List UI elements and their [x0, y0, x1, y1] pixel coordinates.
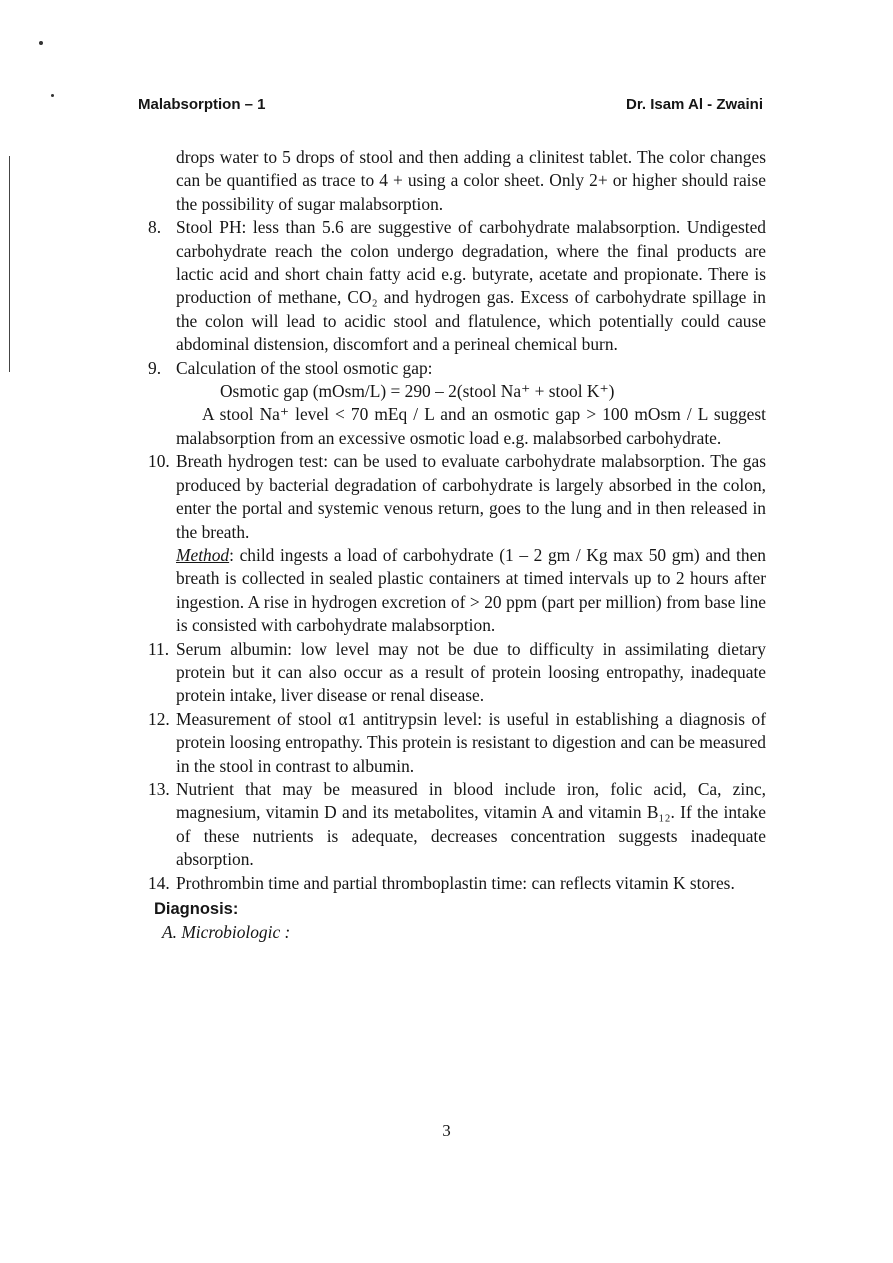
item-text: Prothrombin time and partial thromboplastin time: can reflects vitamin K stores. [176, 872, 735, 893]
list-item-8 [148, 216, 766, 356]
item-number: 14. [148, 872, 170, 893]
document-body [148, 146, 766, 945]
list-item-12 [148, 708, 766, 778]
item-number: 9. [148, 357, 162, 378]
scan-dot [39, 41, 43, 45]
item-number: 10. [148, 451, 170, 472]
item-text: Stool PH: less than 5.6 are suggestive of carbohydrate malabsorption. Undigested carbohydrate reach the colon undergo degradation, where the final products are lactic acid and short chain fatty acid e.g. butyrate, acetate and propionate. There is production of methane, CO₂ and hydrogen gas. Excess of carbohydrate spillage in the colon will lead to acidic stool and flatulence, which potentially could cause abdominal distension, discomfort and a perineal chemical burn. [176, 217, 766, 355]
header-author: Dr. Isam Al - Zwaini [626, 96, 763, 113]
header-title: Malabsorption – 1 [138, 96, 266, 113]
item-number: 13. [148, 778, 170, 799]
method-paragraph [148, 544, 766, 638]
method-text: : child ingests a load of carbohydrate (1 – 2 gm / Kg max 50 gm) and then breath is collected in sealed plastic containers at timed intervals up to 2 hours after ingestion. A rise in hydrogen excretion of > 20 ppm (part per million) from base line is consisted with carbohydrate malabsorption. [176, 544, 766, 636]
osmotic-gap-formula: Osmotic gap (mOsm/L) = 290 – 2(stool Na⁺ + stool K⁺) [220, 381, 615, 402]
scan-dot [51, 94, 54, 97]
item-text: Nutrient that may be measured in blood include iron, folic acid, Ca, zinc, magnesium, vitamin D and its metabolites, vitamin A and vitamin B₁₂. If the intake of these nutrients is adequate, decreases concentration suggests inadequate absorption. [176, 778, 766, 870]
item-number: 12. [148, 708, 170, 729]
item-text: Calculation of the stool osmotic gap: [176, 357, 433, 378]
diagnosis-subheading-a: A. Microbiologic : [162, 922, 291, 943]
list-item-9 [148, 357, 766, 380]
item-text: Breath hydrogen test: can be used to evaluate carbohydrate malabsorption. The gas produced by bacterial degradation of carbohydrate is largely absorbed in the colon, enter the portal and systemic venous return, goes to the lung and in then released in the breath. [176, 451, 766, 542]
continued-paragraph: drops water to 5 drops of stool and then adding a clinitest tablet. The color changes can be quantified as trace to 4 + using a color sheet. Only 2+ or higher should raise the possibility of sugar malabsorption. [176, 147, 766, 214]
diagnosis-heading: Diagnosis: [154, 900, 239, 918]
item-number: 11. [148, 638, 170, 659]
osmotic-gap-paragraph: A stool Na⁺ level < 70 mEq / L and an osmotic gap > 100 mOsm / L suggest malabsorption from an excessive osmotic load e.g. malabsorbed carbohydrate. [176, 404, 766, 448]
item-text: Measurement of stool α1 antitrypsin level: is useful in establishing a diagnosis of protein loosing entropathy. This protein is resistant to digestion and can be measured in the stool in contrast to albumin. [176, 708, 766, 776]
list-item-11 [148, 638, 766, 708]
list-item-13 [148, 778, 766, 872]
list-item-10 [148, 450, 766, 544]
item-text: Serum albumin: low level may not be due to difficulty in assimilating dietary protein but it can also occur as a result of protein loosing entropathy, inadequate protein intake, liver disease or renal disease. [176, 638, 766, 706]
method-label: Method [176, 544, 230, 565]
item-number: 8. [148, 217, 162, 238]
list-item-14 [148, 872, 766, 895]
page-number: 3 [442, 1121, 451, 1140]
scan-margin-line [9, 156, 10, 372]
